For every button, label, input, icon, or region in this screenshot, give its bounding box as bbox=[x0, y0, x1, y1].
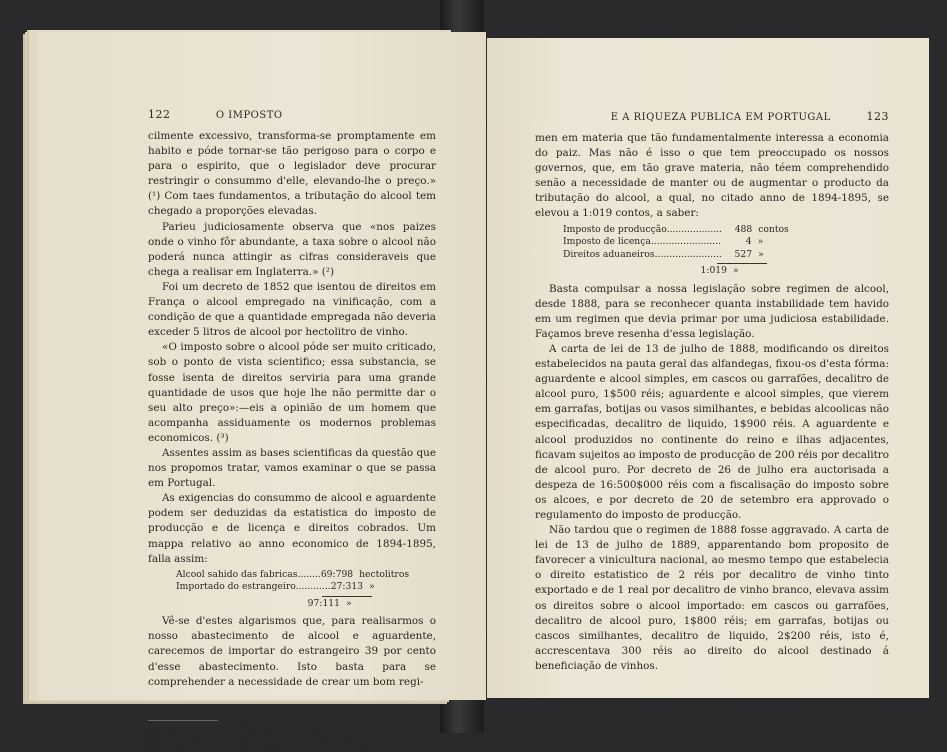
alcohol-supply-table bbox=[176, 568, 410, 611]
right-page-number: 123 bbox=[866, 110, 889, 123]
left-running-head bbox=[148, 108, 436, 121]
paragraph: A carta de lei de 13 de julho de 1888, modificando os direitos estabelecidos na pauta geral das alfandegas, fixou-os d'esta fórma: aguardente e alcool simples, em cascos ou garrafões, decalitro de alcool puro, 1$500 réis; aguardente e alcool simples, que vierem em garrafas, botijas ou vasos similhantes, e bebidas alcoolicas não especificadas, decalitro de liquido, 1$900 réis. A aguardente e alcool produzidos no continente do reino e ilhas adjacentes, ficavam sujeitos ao imposto de producção de 200 réis por decalitro de alcool puro. Por decreto de 26 de julho era auctorisada a despeza de 16:500$000 réis com a fiscalisação do imposto sobre os alcoes, e por decreto de 20 de setembro era approvado o regulamento do imposto de producção. bbox=[535, 342, 889, 521]
paragraph: cilmente excessivo, transforma-se promptamente em habito e póde tornar-se tão perigoso para o corpo e para o espirito, que o legislador deve procurar restringir o consummo d'elle, elevando-lhe o preço.» (¹) Com taes fundamentos, a tributação do alcool tem chegado a proporções elevadas. bbox=[148, 130, 436, 218]
footnotes bbox=[148, 720, 436, 752]
right-body-text bbox=[535, 131, 889, 222]
right-running-head bbox=[535, 110, 889, 123]
footnote-separator bbox=[148, 720, 218, 721]
total-rule bbox=[717, 263, 767, 264]
table-row: Direitos aduaneiros....................... 527 » bbox=[563, 248, 764, 260]
paragraph: Vê-se d'estes algarismos que, para realisarmos o nosso abastecimento de alcool e aguardente, carecemos de importar do estrangeiro 39 por cento d'esse abastecimento. Isto basta para se comprehender a necessidade de crear um bom regi- bbox=[148, 615, 436, 688]
alcohol-tax-table bbox=[563, 224, 793, 278]
table-total-row: 1:019 » bbox=[700, 265, 739, 277]
paragraph: Parieu judiciosamente observa que «nos paizes onde o vinho fôr abundante, a taxa sobre o alcool não poderá nunca attingir as cifras consideraveis que chega a realisar em Inglaterra.» (²) bbox=[148, 220, 436, 278]
table-total-row: 97:111 » bbox=[307, 597, 352, 609]
total-rule bbox=[322, 596, 372, 597]
left-page bbox=[38, 32, 486, 751]
right-running-title: E A RIQUEZA PUBLICA EM PORTUGAL bbox=[610, 112, 831, 123]
footnote: (2) ESQUIROU DE PARIEU—Traité des Impôts, t. III, pag. 67. bbox=[148, 733, 352, 742]
left-body-text bbox=[148, 129, 436, 567]
table-row: Importado do estrangeiro............ 27:313 » bbox=[176, 581, 375, 593]
paragraph: «O imposto sobre o alcool póde ser muito criticado, sob o ponto de vista scientifico; essa substancia, se fosse isenta de direitos serviria para uma grande quantidade de usos que hoje lhe não permitte dar o seu alto preço»:—eis a opinião de um homem que acompanha assiduamente os modernos problemas economicos. (³) bbox=[148, 341, 436, 444]
paragraph: Basta compulsar a nossa legislação sobre regimen de alcool, desde 1888, para se reconhecer quanta instabilidade tem havido em um regimen que devia primar por uma judiciosa estabilidade. Façamos breve resenha d'essa legislação. bbox=[535, 282, 889, 340]
paragraph: As exigencias do consummo de alcool e aguardente podem ser deduzidas da estatistica do imposto de producção e de licença e direitos cobrados. Um mappa relativo ao anno economico de 1894-1895, falla assim: bbox=[148, 492, 436, 565]
footnote: (3) PAUL LEROY BEAULIEU—Traité de la Science des Finances, t. I, pag. 677. bbox=[148, 742, 408, 751]
left-page-number: 122 bbox=[148, 108, 171, 121]
footnote: (1) RAU—Finanzwissenschaft, § 336. bbox=[148, 724, 270, 733]
table-row: Alcool sahido das fabricas........ 69:798 hectolitros bbox=[176, 568, 410, 580]
left-running-title: O IMPOSTO bbox=[215, 110, 283, 121]
right-body-text-continued bbox=[535, 282, 889, 674]
paragraph: Foi um decreto de 1852 que isentou de direitos em França o alcool empregado na vinificação, com a condição de que a quantidade empregada não deveria exceder 5 litros de alcool por hectolitro de vinho. bbox=[148, 280, 436, 339]
paragraph: Não tardou que o regimen de 1888 fosse aggravado. A carta de lei de 13 de julho de 1889, apparentando bom proposito de favorecer a vinicultura nacional, ao mesmo tempo que estabelecia o direito estatistico de 2 réis por decalitro de vinho tinto exportado e de 1 real por decalitro de vinho branco, elevava assim os direitos sobre o alcool importado: em cascos ou garrafões, decalitro de alcool puro, 1$800 réis; em garrafas, botijas ou cascos similhantes, decalitro de liquido, 2$200 réis, isto é, accrescentava 300 réis ao direito do alcool destinado á beneficiação de vinhos. bbox=[535, 524, 889, 672]
left-body-text-continued bbox=[148, 614, 436, 689]
table-row: Imposto de producção................... 488 contos bbox=[563, 223, 789, 235]
table-row: Imposto de licença........................ 4 » bbox=[563, 236, 764, 248]
right-page bbox=[487, 38, 929, 698]
paragraph: men em materia que tão fundamentalmente interessa a economia do paiz. Mas não é isso o que tem preoccupado os nossos governos, que, em tão grave materia, não téem comprehendido senão a necessidade de manter ou de augmentar o producto da tributação do alcool, a qual, no citado anno de 1894-1895, se elevou a 1:019 contos, a saber: bbox=[535, 132, 889, 220]
paragraph: Assentes assim as bases scientificas da questão que nos propomos tratar, vamos examinar o que se passa em Portugal. bbox=[148, 446, 436, 490]
